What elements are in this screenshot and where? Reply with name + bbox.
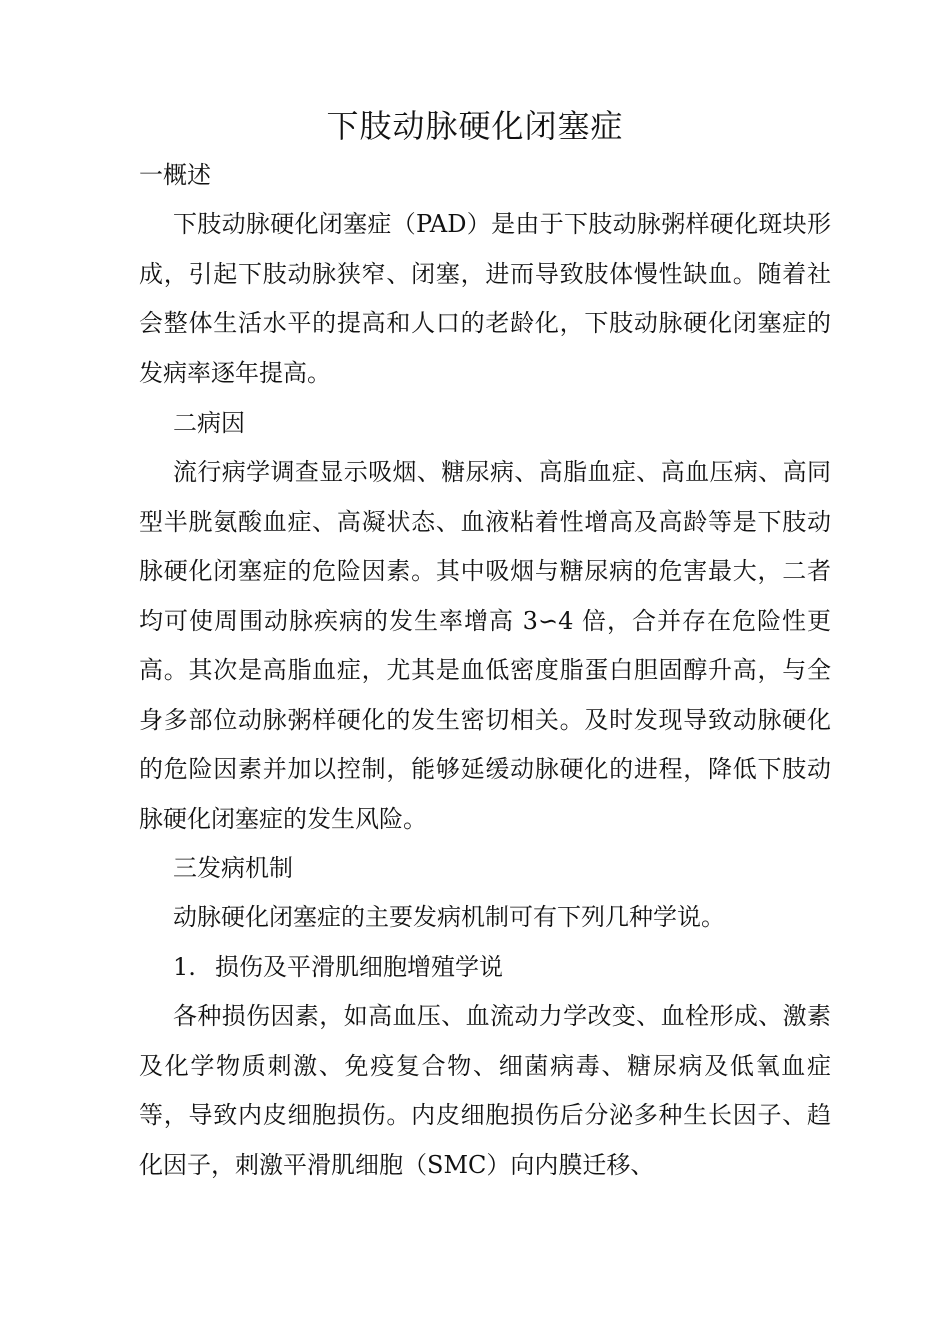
paragraph-etiology: 流行病学调查显示吸烟、糖尿病、高脂血症、高血压病、高同型半胱氨酸血症、高凝状态、血液粘着性增高及高龄等是下肢动脉硬化闭塞症的危险因素。其中吸烟与糖尿病的危害最大，二者均可使周围动脉疾病的发生率增高 3∽4 倍，合并存在危险性更高。其次是高脂血症，尤其是血低密度脂蛋白胆固醇升高，与全身多部位动脉粥样硬化的发生密切相关。及时发现导致动脉硬化的危险因素并加以控制，能够延缓动脉硬化的进程，降低下肢动脉硬化闭塞症的发生风险。 [139, 458, 831, 833]
section-heading-etiology: 二病因 [173, 409, 245, 437]
list-item-theory-1 [173, 950, 503, 984]
section-heading-pathogenesis: 三发病机制 [173, 854, 293, 882]
document-title: 下肢动脉硬化闭塞症 [326, 107, 624, 145]
paragraph-overview: 下肢动脉硬化闭塞症（PAD）是由于下肢动脉粥样硬化斑块形成，引起下肢动脉狭窄、闭塞，进而导致肢体慢性缺血。随着社会整体生活水平的提高和人口的老龄化，下肢动脉硬化闭塞症的发病率逐年提高。 [139, 210, 831, 387]
paragraph-pathogenesis-intro: 动脉硬化闭塞症的主要发病机制可有下列几种学说。 [173, 903, 725, 931]
list-item-number: 1. [173, 953, 196, 981]
section-heading-overview: 一概述 [139, 161, 211, 189]
paragraph-theory-1: 各种损伤因素，如高血压、血流动力学改变、血栓形成、激素及化学物质刺激、免疫复合物、细菌病毒、糖尿病及低氧血症等，导致内皮细胞损伤。内皮细胞损伤后分泌多种生长因子、趋化因子，刺激平滑肌细胞（SMC）向内膜迁移、 [139, 1002, 831, 1179]
list-item-label: 损伤及平滑肌细胞增殖学说 [215, 953, 503, 981]
